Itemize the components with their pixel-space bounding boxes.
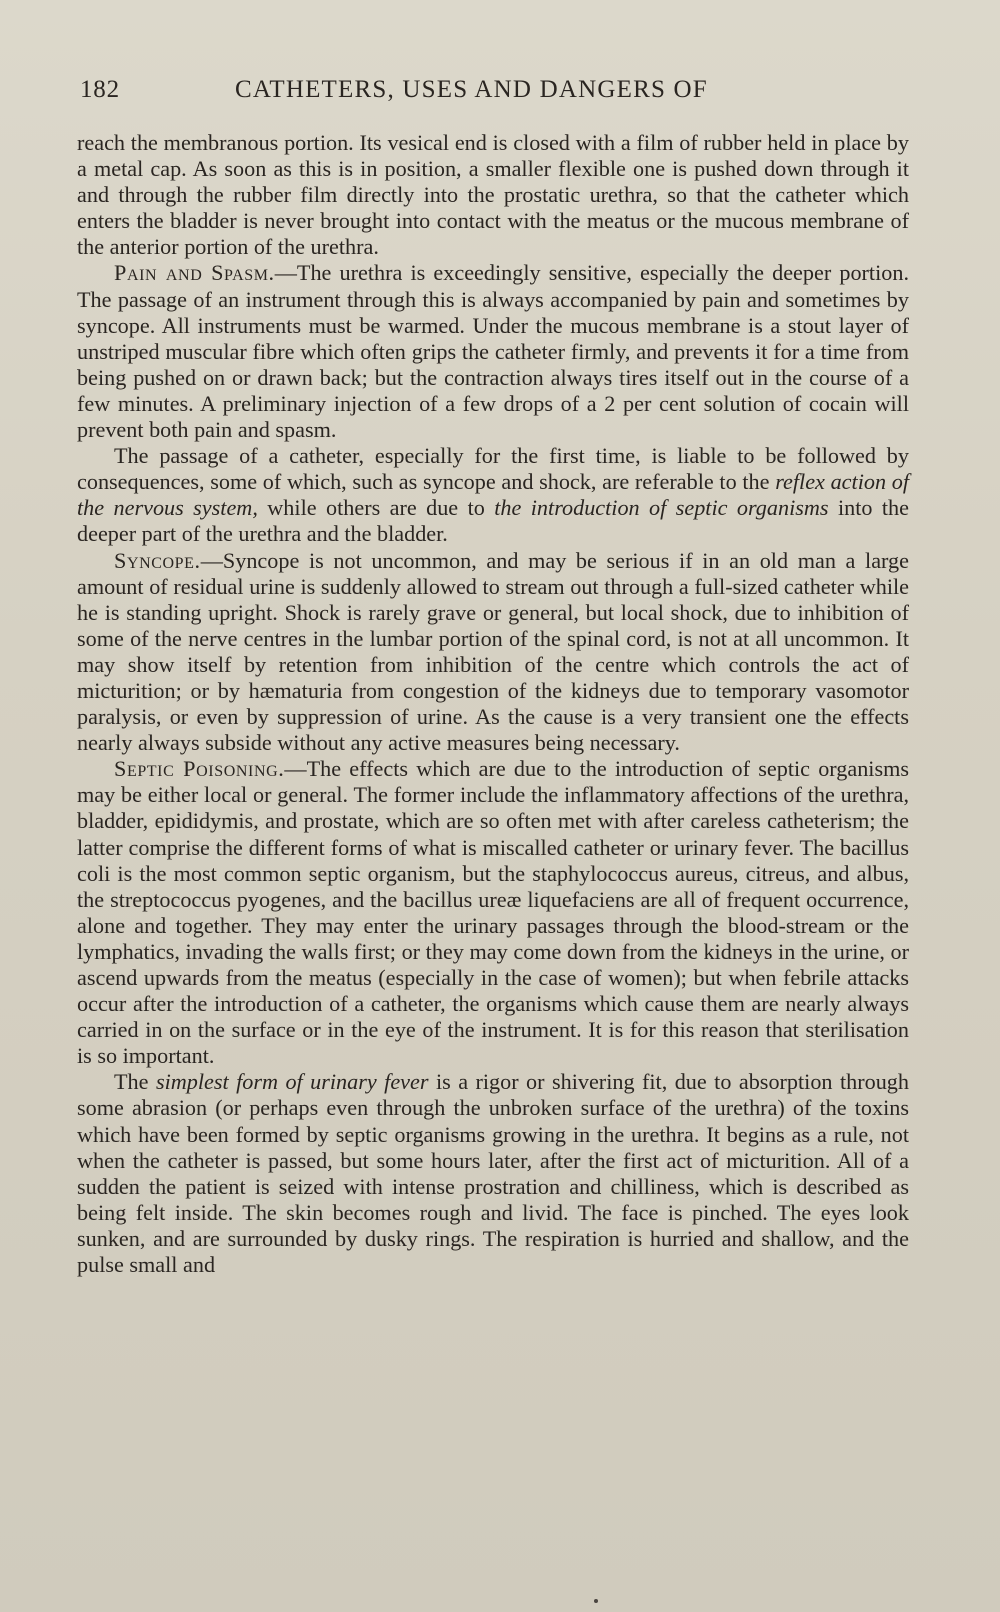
section-heading-pain-and-spasm: Pain and Spasm.	[114, 260, 275, 286]
paragraph-consequences	[77, 443, 909, 547]
paragraph-text: reach the membranous portion. Its vesical end is closed with a film of rubber held in place by a metal cap. As soon as this is in position, a smaller flexible one is pushed down through it and through the rubber film directly into the prostatic urethra, so that the catheter which enters the bladder is never brought into contact with the meatus or the mucous membrane of the anterior portion of the urethra.	[77, 130, 909, 260]
italic-phrase: simplest form of urinary fever	[155, 1069, 429, 1095]
page-number: 182	[80, 76, 120, 103]
section-heading-septic-poisoning: Septic Poisoning.	[114, 756, 285, 782]
paragraph-text: —The effects which are due to the introduction of septic organisms may be either local or general. The former include the inflammatory affections of the urethra, bladder, epididymis, and prostate, which are so often met with after careless catheterism; the latter comprise the different forms of what is miscalled catheter or urinary fever. The bacillus coli is the most common septic organism, but the staphylococcus aureus, citreus, and albus, the streptococcus pyogenes, and the bacillus ureæ liquefaciens are all of frequent occurrence, alone and together. They may enter the urinary passages through the blood-stream or the lymphatics, invading the walls first; or they may come down from the kidneys in the urine, or ascend upwards from the meatus (especially in the case of women); but when febrile attacks occur after the introduction of a catheter, the organisms which cause them are nearly always carried in on the surface or in the eye of the instrument. It is for this reason that sterilisation is so important.	[77, 756, 910, 1069]
paragraph-text: into the deeper part of the urethra and the bladder.	[77, 495, 909, 547]
paragraph-text: —The urethra is exceedingly sensitive, especially the deeper portion. The passage of an instrument through this is always accompanied by pain and sometimes by syncope. All instruments must be warmed. Under the mucous membrane is a stout layer of unstriped muscular fibre which often grips the catheter firmly, and prevents it for a time from being pushed on or drawn back; but the contraction always tires itself out in the course of a few minutes. A preliminary injection of a few drops of a 2 per cent solution of cocain will prevent both pain and spasm.	[77, 260, 909, 443]
page-header	[80, 72, 908, 112]
running-head: CATHETERS, USES AND DANGERS OF	[235, 76, 708, 103]
body-text	[77, 130, 909, 1278]
paragraph-text: The	[114, 1069, 156, 1095]
paragraph-catheter-description	[77, 130, 909, 260]
paragraph-text: while others are due to	[257, 495, 495, 521]
paragraph-text: is a rigor or shivering fit, due to absorption through some abrasion (or perhaps even through the unbroken surface of the urethra) of the toxins which have been formed by septic organisms growing in the urethra. It begins as a rule, not when the catheter is passed, but some hours later, after the first act of micturition. All of a sudden the patient is seized with intense prostration and chilliness, which is described as being felt inside. The skin becomes rough and livid. The face is pinched. The eyes look sunken, and are surrounded by dusky rings. The respiration is hurried and shallow, and the pulse small and	[77, 1069, 909, 1278]
paragraph-septic-poisoning	[77, 756, 909, 1069]
paragraph-text: —Syncope is not uncommon, and may be serious if in an old man a large amount of residual urine is suddenly allowed to stream out through a full-sized catheter while he is standing upright. Shock is rarely grave or general, but local shock, due to inhibition of some of the nerve centres in the lumbar portion of the spinal cord, is not at all uncommon. It may show itself by retention from inhibition of the centre which controls the act of micturition; or by hæmaturia from congestion of the kidneys due to temporary vasomotor paralysis, or even by suppression of urine. As the cause is a very transient one the effects nearly always subside without any active measures being necessary.	[77, 547, 909, 756]
paragraph-text: The passage of a catheter, especially for the first time, is liable to be followed by consequences, some of which, such as syncope and shock, are referable to the	[77, 443, 909, 495]
paragraph-pain-and-spasm	[77, 260, 909, 443]
section-heading-syncope: Syncope.	[114, 547, 201, 573]
paragraph-syncope	[77, 548, 909, 757]
italic-phrase: the introduction of septic organisms	[494, 495, 829, 521]
paragraph-urinary-fever	[77, 1069, 909, 1278]
page-mark	[594, 1599, 598, 1603]
italic-phrase: reflex action of the nervous system,	[77, 469, 910, 521]
